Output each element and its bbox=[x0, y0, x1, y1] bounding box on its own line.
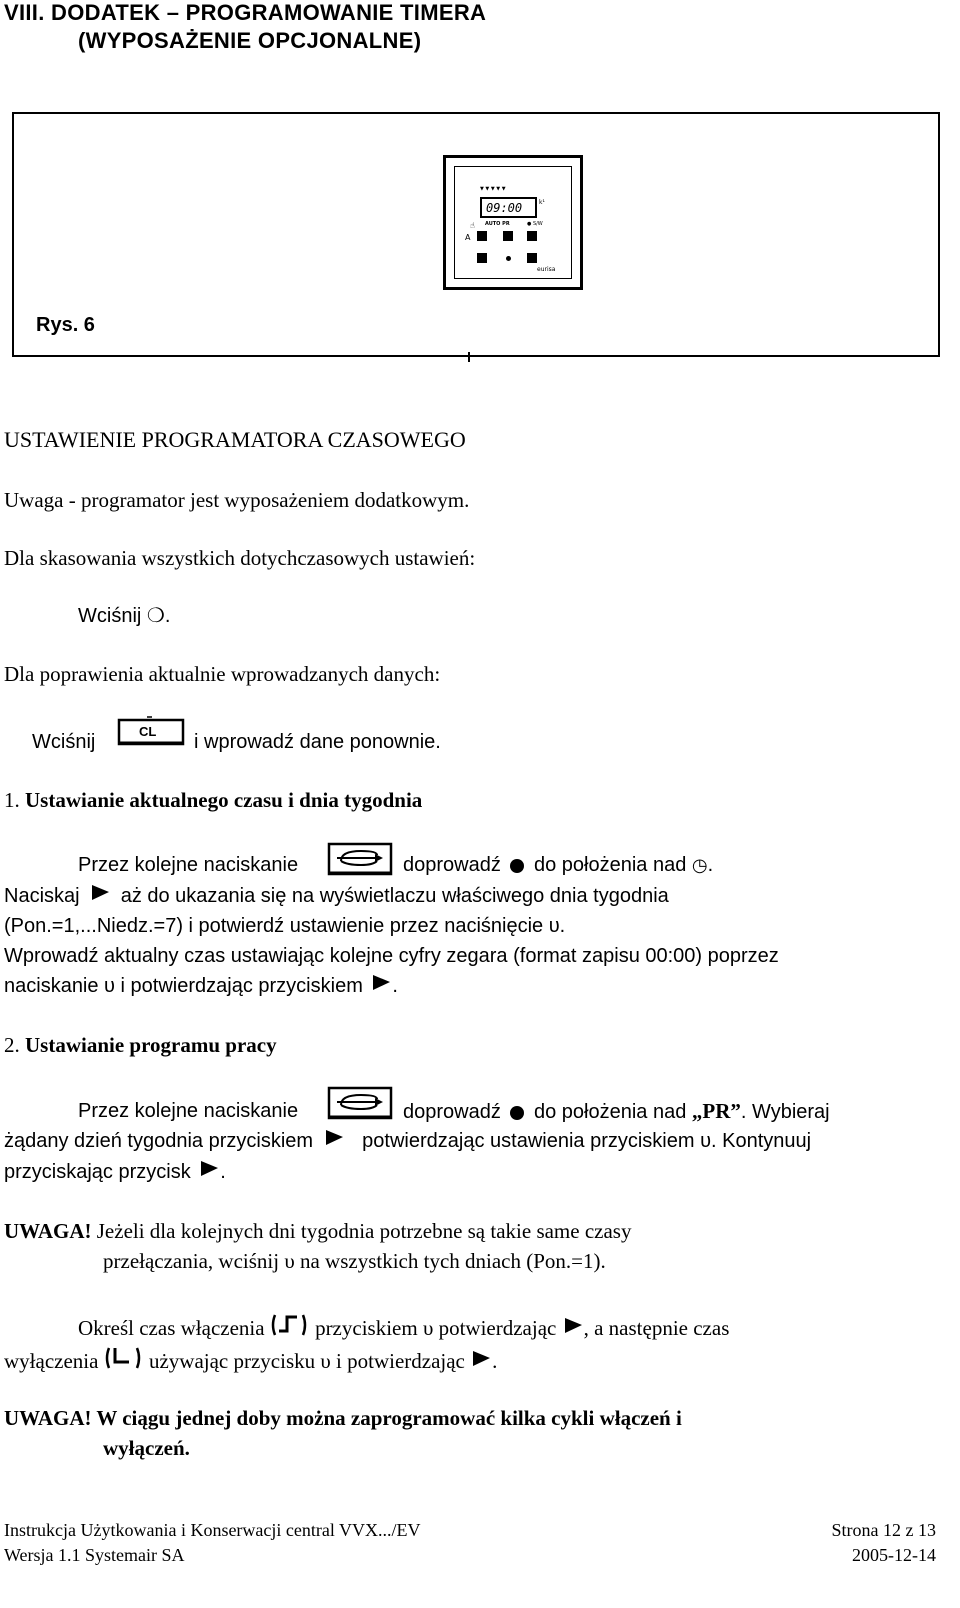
timer-lcd bbox=[480, 197, 537, 218]
correct-heading: Dla poprawienia aktualnie wprowadzanych danych: bbox=[4, 662, 441, 686]
times-line2c: . bbox=[492, 1349, 498, 1373]
panel-button-1 bbox=[477, 231, 487, 241]
times-line2a: wyłączenia bbox=[4, 1349, 99, 1373]
figure-caption: Rys. 6 bbox=[36, 314, 95, 336]
dot-icon bbox=[510, 1106, 524, 1120]
step2-line1b: doprowadź bbox=[403, 1101, 501, 1123]
play-arrow-icon bbox=[323, 1128, 345, 1150]
step1-line5b: . bbox=[392, 975, 398, 997]
warning-1-line2: przełączania, wciśnij υ na wszystkich tych dniach (Pon.=1). bbox=[103, 1249, 606, 1273]
note-line bbox=[4, 485, 469, 515]
warning-1-label: UWAGA! bbox=[4, 1219, 92, 1243]
step1-line1d: . bbox=[707, 854, 714, 876]
footer-left-2: Wersja 1.1 Systemair SA bbox=[4, 1545, 185, 1565]
step2-line2 bbox=[4, 1126, 811, 1156]
step2-line2b: potwierdzając ustawienia przyciskiem υ. Kontynuuj bbox=[362, 1130, 812, 1152]
step2-line1-rest bbox=[403, 1096, 830, 1127]
correct-step-text-a: Wciśnij bbox=[32, 731, 96, 753]
play-arrow-icon bbox=[562, 1316, 584, 1338]
step1-line2 bbox=[4, 881, 669, 911]
cl-label: CL bbox=[139, 724, 157, 739]
dot-icon bbox=[510, 859, 524, 873]
panel-button-2 bbox=[503, 231, 513, 241]
step2-line3a: przyciskając przycisk bbox=[4, 1161, 191, 1183]
step1-line5a: naciskanie υ i potwierdzając przyciskiem bbox=[4, 975, 363, 997]
step1-title: Ustawianie aktualnego czasu i dnia tygodnia bbox=[25, 788, 423, 812]
cl-button-icon bbox=[117, 716, 185, 746]
times-line2 bbox=[4, 1344, 497, 1376]
play-arrow-icon bbox=[470, 1349, 492, 1371]
step2-line1e: . Wybieraj bbox=[740, 1101, 830, 1123]
chapter-title: VIII. DODATEK – PROGRAMOWANIE TIMERA bbox=[4, 0, 487, 25]
step1-line2a: Naciskaj bbox=[4, 885, 80, 907]
clock-icon: ◷ bbox=[691, 855, 708, 875]
times-line1 bbox=[78, 1311, 729, 1343]
step2-line2a: żądany dzień tygodnia przyciskiem bbox=[4, 1130, 314, 1152]
step1-line3: (Pon.=1,...Niedz.=7) i potwierdź ustawienie przez naciśnięcie υ. bbox=[4, 915, 566, 937]
lcd-time: 09:00 bbox=[486, 201, 523, 215]
lcd-mode: AUTO PR bbox=[485, 221, 510, 227]
step2-title: Ustawianie programu pracy bbox=[25, 1033, 277, 1057]
timer-panel-image bbox=[443, 155, 583, 290]
step2-heading bbox=[4, 1030, 277, 1060]
mode-button-icon bbox=[327, 1086, 393, 1120]
step1-line1b: doprowadź bbox=[403, 854, 501, 876]
footer-page-number: Strona 12 z 13 bbox=[831, 1520, 936, 1540]
half-circle-icon: ❍ bbox=[146, 605, 165, 627]
warning-1 bbox=[4, 1216, 631, 1246]
reset-step-end: . bbox=[164, 605, 171, 627]
panel-brand: eurisa bbox=[537, 266, 556, 273]
times-line1c: , a następnie czas bbox=[583, 1316, 730, 1340]
times-line1b: przyciskiem υ potwierdzając bbox=[315, 1316, 557, 1340]
warning-2-line2: wyłączeń. bbox=[103, 1436, 190, 1460]
figure-tick bbox=[468, 352, 470, 362]
warning-1-line1: Jeżeli dla kolejnych dni tygodnia potrzebne są takie same czasy bbox=[91, 1219, 632, 1243]
panel-label-a: A bbox=[465, 233, 471, 242]
note-text: Uwaga - programator jest wyposażeniem dodatkowym. bbox=[4, 488, 470, 512]
switch-off-icon bbox=[104, 1344, 144, 1372]
correct-step bbox=[32, 727, 95, 757]
step2-line1a: Przez kolejne naciskanie bbox=[78, 1100, 299, 1122]
step1-line2b: aż do ukazania się na wyświetlaczu właściwego dnia tygodnia bbox=[120, 885, 669, 907]
reset-step bbox=[78, 601, 170, 631]
times-line2b: używając przycisku υ i potwierdzając bbox=[148, 1349, 465, 1373]
chapter-subtitle: (WYPOSAŻENIE OPCJONALNE) bbox=[78, 28, 422, 53]
step1-line5 bbox=[4, 971, 398, 1001]
step2-pr-label: „PR” bbox=[691, 1099, 741, 1123]
step1-line1a: Przez kolejne naciskanie bbox=[78, 854, 299, 876]
warning-2-line1: UWAGA! W ciągu jednej doby można zaprogramować kilka cykli włączeń i bbox=[4, 1406, 682, 1430]
footer-date: 2005-12-14 bbox=[852, 1545, 936, 1565]
step1-line1-rest bbox=[403, 850, 713, 880]
step2-line3b: . bbox=[220, 1161, 226, 1183]
reset-step-text: Wciśnij bbox=[78, 605, 142, 627]
step1-heading bbox=[4, 785, 422, 815]
play-arrow-icon bbox=[370, 973, 392, 995]
lcd-suffix: k¹ bbox=[539, 199, 545, 206]
panel-button-4 bbox=[477, 253, 487, 263]
switch-on-icon bbox=[270, 1311, 310, 1339]
mode-icons: ● S/W bbox=[527, 221, 543, 227]
reset-heading: Dla skasowania wszystkich dotychczasowych ustawień: bbox=[4, 546, 476, 570]
correct-step-b: i wprowadź dane ponownie. bbox=[194, 731, 441, 753]
step1-line1c: do położenia nad bbox=[533, 854, 687, 876]
times-line1a: Określ czas włączenia bbox=[78, 1316, 265, 1340]
panel-dot bbox=[506, 256, 511, 261]
step2-line3 bbox=[4, 1157, 226, 1187]
mode-button-icon bbox=[327, 842, 393, 876]
step2-num: 2. bbox=[4, 1033, 20, 1057]
panel-button-5 bbox=[527, 253, 537, 263]
panel-button-3 bbox=[527, 231, 537, 241]
hand-icon: ☝ bbox=[470, 221, 475, 230]
timer-panel-inner bbox=[454, 166, 572, 279]
footer-left-1: Instrukcja Użytkowania i Konserwacji central VVX.../EV bbox=[4, 1520, 421, 1540]
step2-line1c: do położenia nad bbox=[533, 1101, 687, 1123]
step1-line4: Wprowadź aktualny czas ustawiając kolejne cyfry zegara (format zapisu 00:00) poprzez bbox=[4, 945, 779, 967]
play-arrow-icon bbox=[198, 1159, 220, 1181]
day-markers: ▼ ▼ ▼ ▼ ▼ bbox=[480, 186, 506, 192]
play-arrow-icon bbox=[89, 883, 111, 905]
section-title: USTAWIENIE PROGRAMATORA CZASOWEGO bbox=[4, 427, 466, 452]
step1-num: 1. bbox=[4, 788, 20, 812]
